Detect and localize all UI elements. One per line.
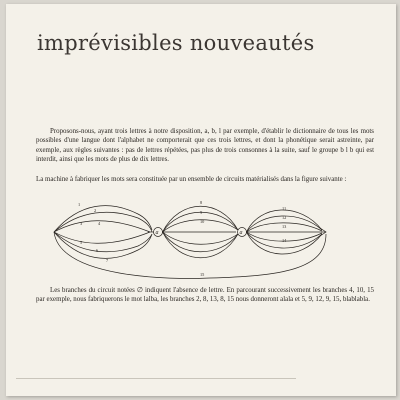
node-a-right-label: a xyxy=(239,230,243,236)
node-a-left-label: a xyxy=(155,230,159,236)
branch-label: 10 xyxy=(200,219,205,224)
branch-label: 7 xyxy=(106,258,109,263)
circuit-diagram xyxy=(50,192,332,282)
branch-label: 13 xyxy=(282,224,287,229)
paragraph-branches: Les branches du circuit notées ∅ indiquent l'absence de lettre. En parcourant successivement les branches 4, 10, 15 par exemple, nous fabriquerons le mot lalba, les branches 2, 8, 13, 8, 15 nous donneront alala et 5, 9, 12, 9, 15, blablabla. xyxy=(36,287,374,304)
branch-label: 11 xyxy=(282,206,287,211)
page-title: imprévisibles nouveautés xyxy=(37,31,315,55)
page-edge-line xyxy=(16,378,296,379)
node-a-right xyxy=(238,228,247,237)
branch-label: 4 xyxy=(98,221,101,226)
branch-label: 15 xyxy=(200,272,205,277)
paragraph-machine: La machine à fabriquer les mots sera constituée par un ensemble de circuits matérialisés dans la figure suivante : xyxy=(36,176,347,183)
paragraph-intro: Proposons-nous, ayant trois lettres à notre disposition, a, b, l par exemple, d'établir le dictionnaire de tous les mots possibles d'une langue dont l'alphabet ne comporterait que ces trois lettres, et dont la phonétique serait astreinte, par exemple, aux règles suivantes : pas de lettres répétées, pas plus de trois consonnes à la suite, sauf le groupe b l b qui est interdit, ainsi que les mots de plus de dix lettres. xyxy=(36,128,374,164)
branch-label: 9 xyxy=(200,210,203,215)
node-a-left xyxy=(154,228,163,237)
book-page xyxy=(6,4,396,396)
branch-label: 8 xyxy=(200,200,203,205)
branch-labels xyxy=(78,200,287,277)
branch-label: 2 xyxy=(94,208,97,213)
branch-label: 12 xyxy=(282,215,287,220)
branch-label: 3 xyxy=(80,221,83,226)
branch-label: 14 xyxy=(282,238,287,243)
left-lobe-branches xyxy=(54,206,154,259)
branch-label: 5 xyxy=(80,240,83,245)
branch-label: 6 xyxy=(96,248,99,253)
branch-label: 1 xyxy=(78,202,81,207)
